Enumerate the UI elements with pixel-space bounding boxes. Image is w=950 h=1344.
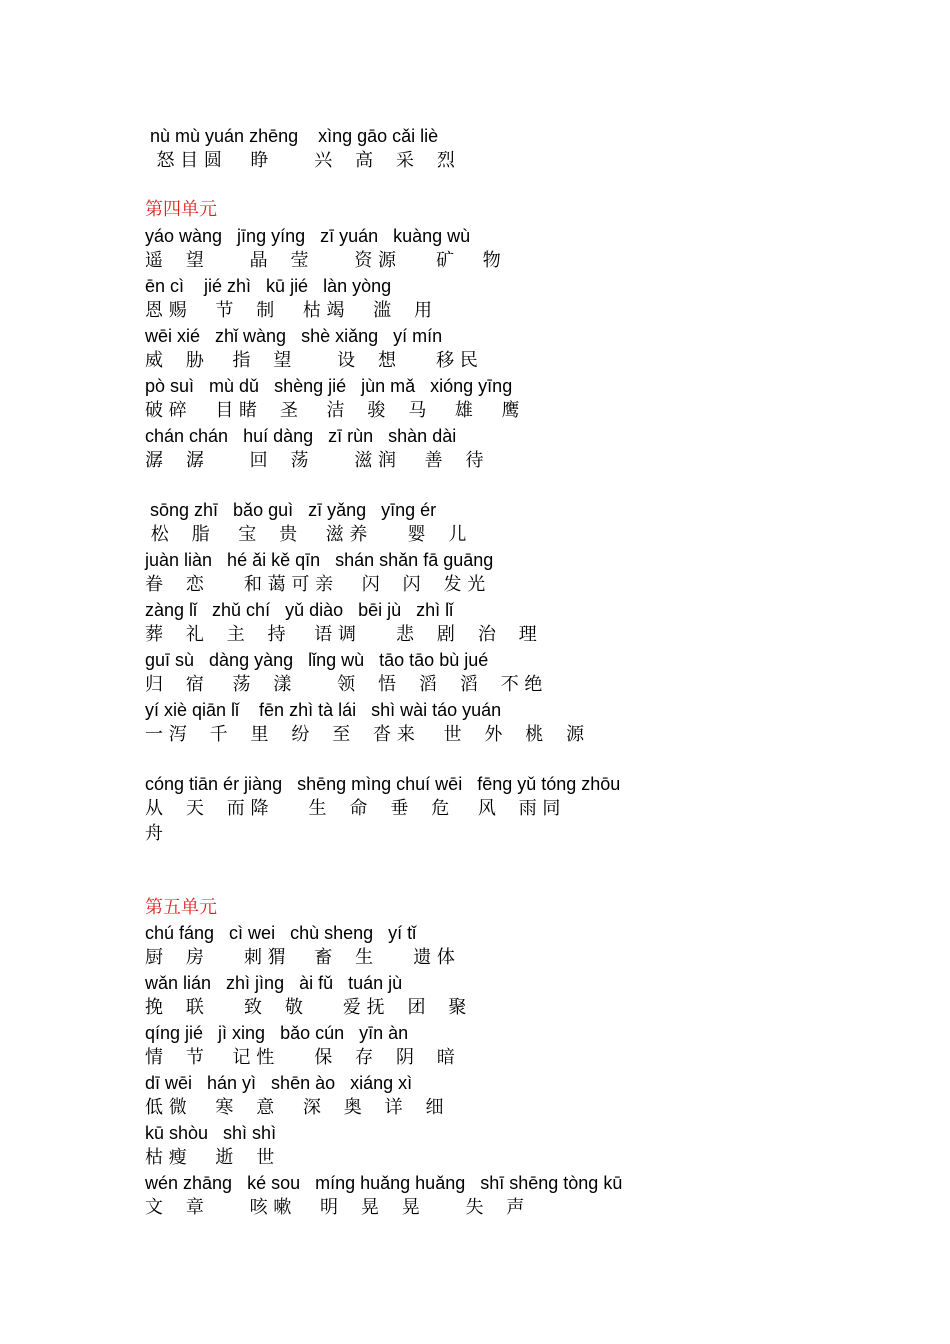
pinyin-line: nù mù yuán zhēng xìng gāo cǎi liè: [145, 126, 439, 146]
hanzi-line: 归 宿 荡 漾 领 悟 滔 滔 不 绝: [145, 674, 543, 695]
pinyin-line: cóng tiān ér jiàng shēng mìng chuí wēi fēng yǔ tóng zhōu: [145, 774, 621, 794]
unit-heading: 第五单元: [145, 897, 217, 918]
hanzi-line: 恩 赐 节 制 枯 竭 滥 用: [145, 300, 433, 321]
hanzi-line: 厨 房 刺 猬 畜 生 遗 体: [145, 947, 455, 968]
hanzi-line: 破 碎 目 睹 圣 洁 骏 马 雄 鹰: [145, 400, 520, 421]
pinyin-line: kū shòu shì shì: [145, 1123, 277, 1143]
hanzi-line: 情 节 记 性 保 存 阴 暗: [145, 1047, 455, 1068]
pinyin-line: yáo wàng jīng yíng zī yuán kuàng wù: [145, 226, 471, 246]
unit-heading: 第四单元: [145, 199, 217, 220]
hanzi-line: 枯 瘦 逝 世: [145, 1147, 275, 1168]
pinyin-line: pò suì mù dǔ shèng jié jùn mǎ xióng yīng: [145, 376, 513, 396]
hanzi-line: 一 泻 千 里 纷 至 沓 来 世 外 桃 源: [145, 724, 585, 745]
hanzi-line: 低 微 寒 意 深 奥 详 细: [145, 1097, 444, 1118]
hanzi-line: 眷 恋 和 蔼 可 亲 闪 闪 发 光: [145, 574, 486, 595]
pinyin-line: dī wēi hán yì shēn ào xiáng xì: [145, 1073, 413, 1093]
hanzi-line: 威 胁 指 望 设 想 移 民: [145, 350, 478, 371]
hanzi-line: 舟: [145, 823, 163, 844]
hanzi-line: 挽 联 致 敬 爱 抚 团 聚: [145, 997, 467, 1018]
pinyin-line: wǎn lián zhì jìng ài fǔ tuán jù: [145, 973, 403, 993]
hanzi-line: 潺 潺 回 荡 滋 润 善 待: [145, 450, 484, 471]
pinyin-line: yí xiè qiān lǐ fēn zhì tà lái shì wài táo yuán: [145, 700, 502, 720]
pinyin-line: chú fáng cì wei chù sheng yí tǐ: [145, 923, 417, 943]
hanzi-line: 从 天 而 降 生 命 垂 危 风 雨 同: [145, 798, 561, 819]
hanzi-line: 怒 目 圆 睁 兴 高 采 烈: [145, 150, 455, 171]
pinyin-line: guī sù dàng yàng lǐng wù tāo tāo bù jué: [145, 650, 489, 670]
pinyin-line: qíng jié jì xing bǎo cún yīn àn: [145, 1023, 409, 1043]
pinyin-line: ēn cì jié zhì kū jié làn yòng: [145, 276, 392, 296]
pinyin-line: wén zhāng ké sou míng huǎng huǎng shī shēng tòng kū: [145, 1173, 623, 1193]
pinyin-line: chán chán huí dàng zī rùn shàn dài: [145, 426, 457, 446]
pinyin-line: zàng lǐ zhǔ chí yǔ diào bēi jù zhì lǐ: [145, 600, 454, 620]
pinyin-line: wēi xié zhǐ wàng shè xiǎng yí mín: [145, 326, 443, 346]
hanzi-line: 松 脂 宝 贵 滋 养 婴 儿: [145, 524, 467, 545]
hanzi-line: 遥 望 晶 莹 资 源 矿 物: [145, 250, 501, 271]
pinyin-line: juàn liàn hé ǎi kě qīn shán shǎn fā guāng: [145, 550, 494, 570]
hanzi-line: 文 章 咳 嗽 明 晃 晃 失 声: [145, 1197, 525, 1218]
pinyin-line: sōng zhī bǎo guì zī yǎng yīng ér: [145, 500, 437, 520]
hanzi-line: 葬 礼 主 持 语 调 悲 剧 治 理: [145, 624, 537, 645]
